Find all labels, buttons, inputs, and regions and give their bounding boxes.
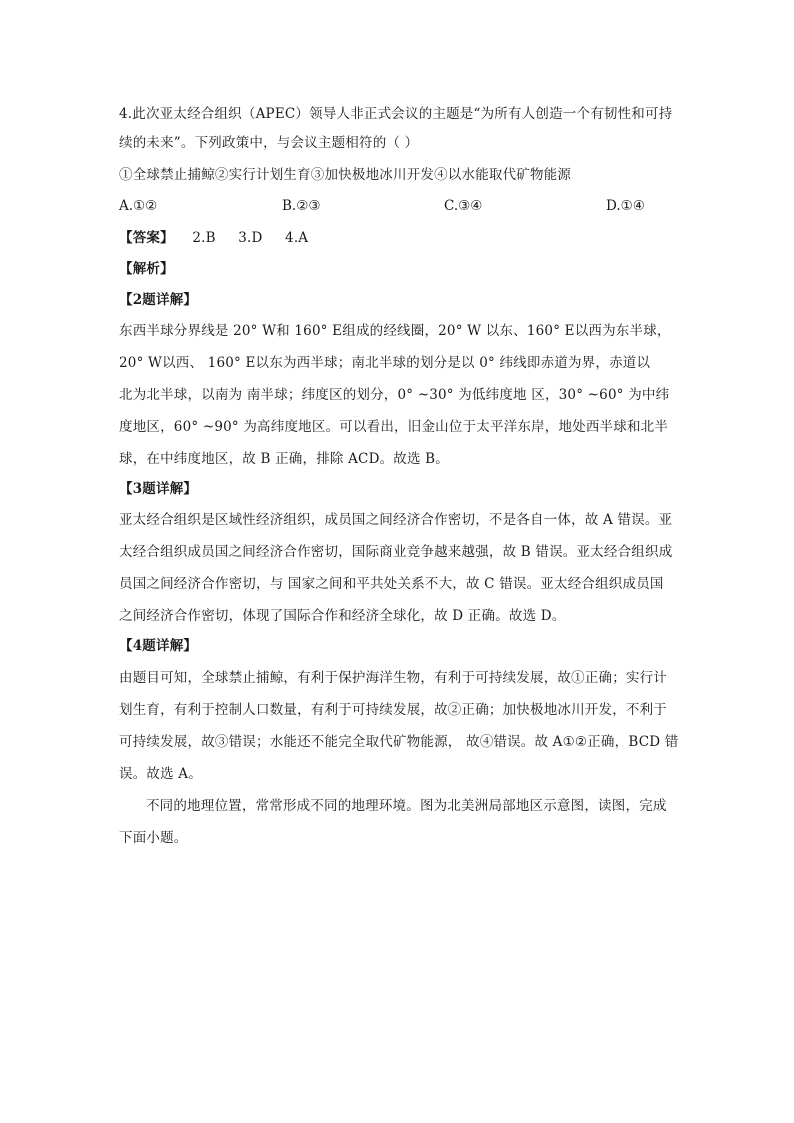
q2-text-line: 球，在中纬度地区，故 B 正确，排除 ACD。故选 B。 xyxy=(119,451,450,467)
q4-text-line: 划生育，有利于控制人口数量，有利于可持续发展，故②正确；加快极地冰川开发，不利于 xyxy=(119,702,667,718)
q3-heading: 【3题详解】 xyxy=(119,481,198,497)
q3-text-line: 员国之间经济合作密切，与 国家之间和平共处关系不大，故 C 错误。亚太经合组织成员国 xyxy=(119,576,664,592)
option-c: C.③④ xyxy=(444,198,483,214)
option-b: B.②③ xyxy=(282,198,321,214)
intro-text-line: 下面小题。 xyxy=(119,830,188,846)
answer-label: 【答案】 xyxy=(119,230,174,246)
answer-options xyxy=(119,197,679,215)
option-d: D.①④ xyxy=(606,198,645,214)
q2-text-line: 东西半球分界线是 20° W和 160° E组成的经线圈，20° W 以东、160° E以西为东半球， xyxy=(119,323,671,339)
q3-text-line: 之间经济合作密切，体现了国际合作和经济全球化，故 D 正确。故选 D。 xyxy=(119,608,566,624)
q4-heading: 【4题详解】 xyxy=(119,638,198,654)
answer-item: 2.B xyxy=(192,230,216,246)
answer-line xyxy=(119,229,679,247)
q2-heading: 【2题详解】 xyxy=(119,292,198,308)
q2-text-line: 度地区，60° ~90° 为高纬度地区。可以看出，旧金山位于太平洋东岸，地处西半球和北半 xyxy=(119,419,669,435)
q2-text-line: 20° W以西、 160° E以东为西半球；南北半球的划分是以 0° 纬线即赤道为界，赤道以 xyxy=(119,355,651,371)
q3-text-line: 亚太经合组织是区域性经济组织，成员国之间经济合作密切，不是各自一体，故 A 错误。亚 xyxy=(119,512,673,528)
q3-text-line: 太经合组织成员国之间经济合作密切，国际商业竞争越来越强，故 B 错误。亚太经合组织成 xyxy=(119,544,673,560)
analysis-label: 【解析】 xyxy=(119,261,174,277)
answer-item: 3.D xyxy=(238,230,263,246)
question-line-3: ①全球禁止捕鲸②实行计划生育③加快极地冰川开发④以水能取代矿物能源 xyxy=(119,167,572,183)
q2-text-line: 北为北半球，以南为 南半球；纬度区的划分，0° ~30° 为低纬度地 区，30° ~60° 为中纬 xyxy=(119,387,670,403)
question-line-2: 续的未来”。下列政策中，与会议主题相符的（ ） xyxy=(119,135,419,151)
q4-text-line: 可持续发展，故③错误；水能还不能完全取代矿物能源， 故④错误。故 A①②正确，BCD 错 xyxy=(119,734,679,750)
q4-text-line: 由题目可知，全球禁止捕鲸，有利于保护海洋生物，有利于可持续发展，故①正确；实行计 xyxy=(119,670,667,686)
q4-text-line: 误。故选 A。 xyxy=(119,766,202,782)
option-a: A.①② xyxy=(119,198,158,214)
intro-text-line: 不同的地理位置，常常形成不同的地理环境。图为北美洲局部地区示意图，读图，完成 xyxy=(119,798,667,814)
answer-item: 4.A xyxy=(285,230,309,246)
question-line-1: 4.此次亚太经合组织（APEC）领导人非正式会议的主题是“为所有人创造一个有韧性和可持 xyxy=(119,106,673,122)
